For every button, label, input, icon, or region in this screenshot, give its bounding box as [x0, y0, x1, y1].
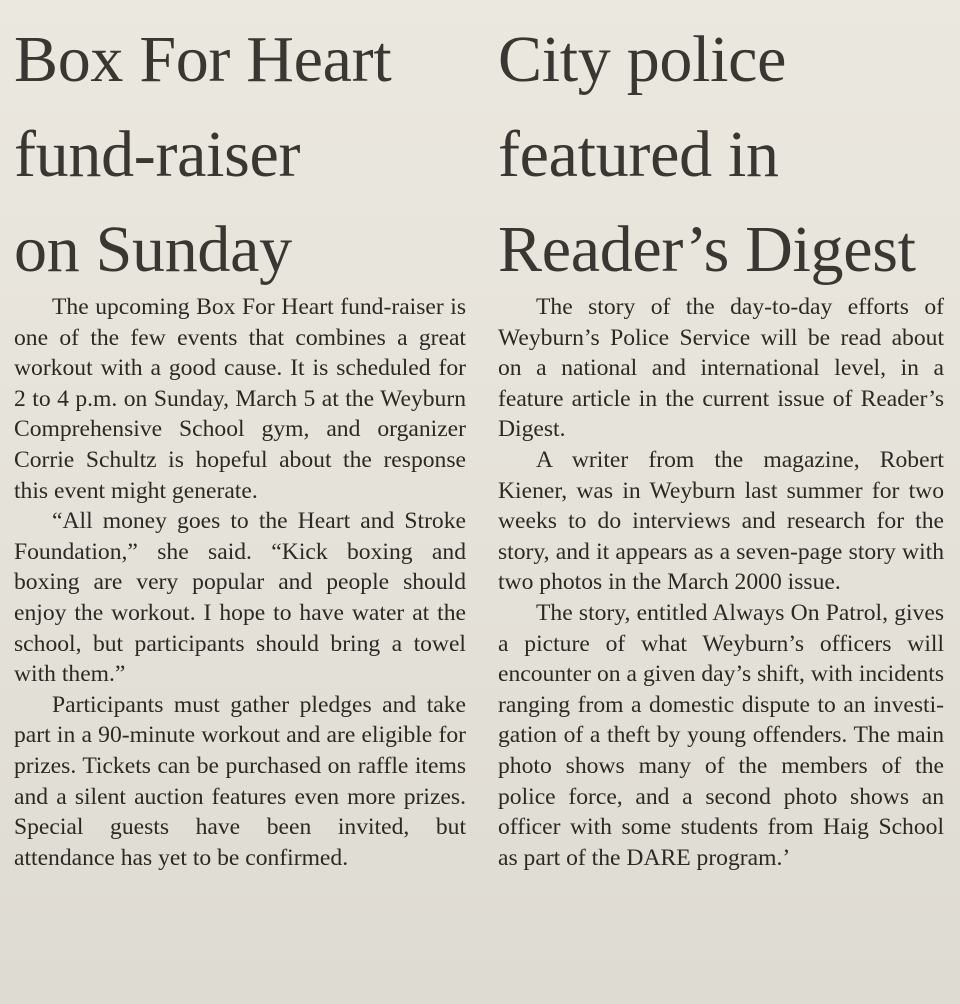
article-body	[14, 292, 466, 873]
article-paragraph: The upcoming Box For Heart fund-raiser is one of the few events that combines a great workout with a good cause. It is scheduled for 2 to 4 p.m. on Sunday, March 5 at the Weyburn Comprehensive School gym, and organizer Corrie Schultz is hopeful about the response this event might generate.	[14, 294, 466, 504]
article-paragraph: “All money goes to the Heart and Stroke Foundation,” she said. “Kick boxing and boxing are very popular and people should enjoy the workout. I hope to have water at the school, but participants should bring a towel with them.”	[14, 508, 466, 688]
article-box-for-heart	[14, 12, 466, 873]
column-gutter	[481, 0, 482, 1004]
article-body	[498, 292, 944, 873]
article-paragraph: The story of the day-to-day efforts of Weyburn’s Police Service will be read about on a national and international level, in a feature article in the current issue of Reader’s Digest.	[498, 294, 944, 443]
article-paragraph: A writer from the magazine, Robert Kiener, was in Weyburn last summer for two weeks to do interviews and research for the story, and it appears as a seven-page story with two photos in the March 2000 issue.	[498, 446, 944, 596]
article-paragraph: Participants must gather pledges and take part in a 90-minute workout and are eligible for prizes. Tickets can be purchased on raffle items and a silent auction features even more prizes. Special guests have been invited, but attendance has yet to be confirmed.	[14, 691, 466, 871]
article-city-police	[498, 12, 944, 873]
article-headline: City police featured in Reader’s Digest	[498, 23, 916, 286]
article-headline: Box For Heart fund-raiser on Sunday	[14, 23, 392, 286]
article-paragraph: The story, entitled Always On Patrol, gives a picture of what Weyburn’s officers will encounter on a given day’s shift, with incidents ranging from a domestic dispute to an investigation of a theft by young offenders. The main photo shows many of the members of the police force, and a second photo shows an officer with some students from Haig School as part of the DARE program.’	[498, 599, 944, 871]
